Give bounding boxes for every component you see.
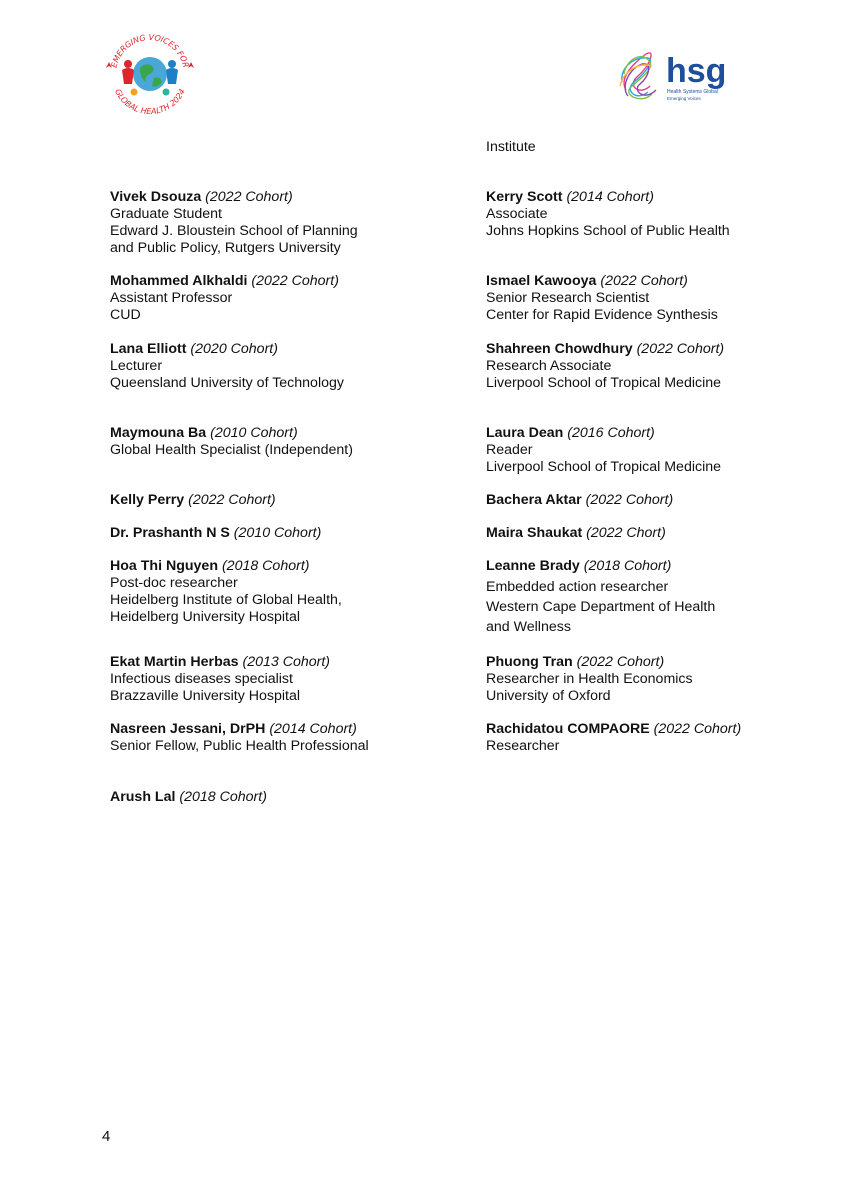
person-cohort: (2022 Cohort) <box>188 492 276 508</box>
person-cohort: (2010 Cohort) <box>233 525 322 541</box>
person-affiliation: Heidelberg University Hospital <box>110 609 301 625</box>
person-name: Mohammed Alkhaldi <box>110 273 248 289</box>
person-name: Arush Lal <box>110 789 176 805</box>
continuation-text: Institute <box>486 139 536 155</box>
person-entry <box>486 558 715 637</box>
hsg-subtagline: Emerging Voices <box>667 96 701 101</box>
person-entry <box>486 341 724 392</box>
person-name: Nasreen Jessani, DrPH <box>110 721 266 737</box>
person-affiliation: Center for Rapid Evidence Synthesis <box>486 307 718 323</box>
person-name: Vivek Dsouza <box>110 189 202 205</box>
person-cohort: (2018 Cohort) <box>221 558 310 574</box>
emerging-voices-logo <box>98 22 202 122</box>
swirl-icon <box>620 53 656 99</box>
person-cohort: (2010 Cohort) <box>210 425 298 441</box>
logo-arc-top-text: EMERGING VOICES FOR <box>109 32 191 69</box>
person-entry <box>486 425 721 476</box>
person-cohort: (2022 Cohort) <box>585 492 674 508</box>
person-cohort: (2022 Cohort) <box>600 273 688 289</box>
person-cohort: (2013 Cohort) <box>242 654 331 670</box>
person-name: Bachera Aktar <box>486 492 582 508</box>
person-cohort: (2022 Cohort) <box>576 654 665 670</box>
person-entry <box>110 789 267 806</box>
person-affiliation: Brazzaville University Hospital <box>110 688 301 704</box>
person-cohort: (2014 Cohort) <box>269 721 357 737</box>
hsg-wordmark: hsg <box>666 52 727 90</box>
person-role: Reader <box>486 442 533 458</box>
hsg-tagline: Health Systems Global <box>667 89 718 95</box>
person-role: Senior Research Scientist <box>486 290 650 306</box>
person-role: Senior Fellow, Public Health Professional <box>110 738 369 754</box>
person-cohort: (2016 Cohort) <box>567 425 655 441</box>
person-affiliation: Liverpool School of Tropical Medicine <box>486 459 722 475</box>
person-cohort: (2020 Cohort) <box>190 341 278 357</box>
person-name: Ismael Kawooya <box>486 273 597 289</box>
person-affiliation: and Public Policy, Rutgers University <box>110 240 341 256</box>
person-entry <box>110 341 344 392</box>
person-role: Post-doc researcher <box>110 575 238 591</box>
person-role: Global Health Specialist (Independent) <box>110 442 353 458</box>
person-entry <box>486 189 730 240</box>
logo-arc-bottom-text: GLOBAL HEALTH 2024 <box>113 87 187 117</box>
person-affiliation: Queensland University of Technology <box>110 375 344 391</box>
person-name: Maymouna Ba <box>110 425 207 441</box>
person-role: Lecturer <box>110 358 163 374</box>
person-entry <box>110 273 339 324</box>
person-role: Graduate Student <box>110 206 223 222</box>
person-name: Lana Elliott <box>110 341 187 357</box>
person-entry <box>110 425 353 459</box>
person-name: Rachidatou COMPAORE <box>486 721 650 737</box>
person-entry <box>486 654 693 705</box>
person-name: Dr. Prashanth N S <box>110 525 230 541</box>
person-entry <box>110 721 369 755</box>
person-cohort: (2022 Chort) <box>586 525 666 541</box>
person-entry <box>486 273 718 324</box>
person-role: Researcher <box>486 738 560 754</box>
person-role: Research Associate <box>486 358 612 374</box>
person-entry <box>110 654 330 705</box>
person-affiliation: Heidelberg Institute of Global Health, <box>110 592 342 608</box>
person-affiliation: Johns Hopkins School of Public Health <box>486 223 730 239</box>
person-role: Assistant Professor <box>110 290 233 306</box>
person-name: Ekat Martin Herbas <box>110 654 239 670</box>
person-cohort: (2022 Cohort) <box>251 273 339 289</box>
page-number: 4 <box>102 1128 111 1145</box>
person-name: Shahreen Chowdhury <box>486 341 633 357</box>
person-name: Hoa Thi Nguyen <box>110 558 218 574</box>
person-name: Leanne Brady <box>486 558 580 574</box>
person-entry <box>486 525 666 542</box>
person-entry <box>110 492 276 509</box>
person-cohort: (2018 Cohort) <box>179 789 267 805</box>
person-role: Infectious diseases specialist <box>110 671 293 687</box>
person-affiliation: Western Cape Department of Health <box>486 599 716 615</box>
person-name: Laura Dean <box>486 425 564 441</box>
person-name: Kelly Perry <box>110 492 185 508</box>
person-cohort: (2018 Cohort) <box>583 558 672 574</box>
person-entry <box>486 492 673 509</box>
person-cohort: (2022 Cohort) <box>205 189 293 205</box>
person-entry <box>110 189 358 257</box>
person-entry <box>486 721 741 755</box>
person-affiliation: University of Oxford <box>486 688 611 704</box>
person-cohort: (2022 Cohort) <box>653 721 742 737</box>
person-name: Maira Shaukat <box>486 525 583 541</box>
person-role: Embedded action researcher <box>486 579 669 595</box>
person-name: Kerry Scott <box>486 189 563 205</box>
person-affiliation: Liverpool School of Tropical Medicine <box>486 375 722 391</box>
hsg-logo <box>616 46 738 110</box>
person-affiliation: and Wellness <box>486 619 571 635</box>
person-entry <box>110 525 321 542</box>
person-cohort: (2014 Cohort) <box>566 189 654 205</box>
person-name: Phuong Tran <box>486 654 573 670</box>
person-role: Researcher in Health Economics <box>486 671 693 687</box>
person-affiliation: Edward J. Bloustein School of Planning <box>110 223 358 239</box>
person-cohort: (2022 Cohort) <box>636 341 725 357</box>
person-role: Associate <box>486 206 548 222</box>
person-entry <box>110 558 342 626</box>
person-affiliation: CUD <box>110 307 141 323</box>
